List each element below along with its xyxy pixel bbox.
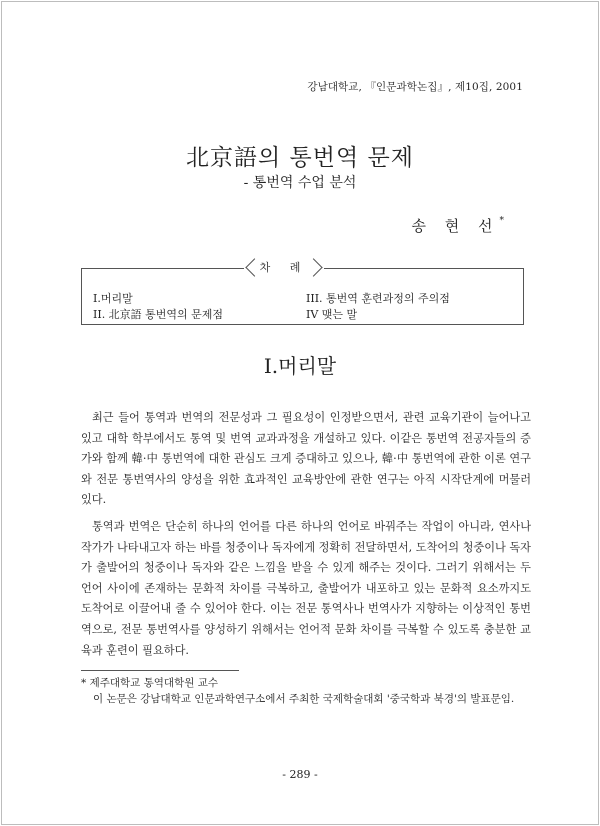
- footnote: 이 논문은 강남대학교 인문과학연구소에서 주최한 국제학술대회 '중국학과 북경'의 발표문임.: [93, 693, 515, 705]
- footnote: * 제주대학교 통역대학원 교수: [81, 677, 218, 689]
- toc-item: III. 통번역 훈련과정의 주의점: [306, 292, 450, 305]
- paragraph-text: 통역과 번역은 단순히 하나의 언어를 다른 하나의 언어로 바꿔주는 작업이 아니라, 연사나 작가가 나타내고자 하는 바를 청중이나 독자에게 정확히 전달하면서, 도착어의 청중이나 독자가 출발어의 청중이나 독자와 같은 느낌을 받을 수 있게 해주는 것이다. 그러기 위해서는 두 언어 사이에 존재하는 문화적 차이를 극복하고, 출발어가 내포하고 있는 문화적 요소까지도 도착어로 이끌어내 줄 수 있어야 한다. 이는 전문 통역사나 번역사가 지향하는 이상적인 통번역으로, 전문 통번역사를 양성하기 위해서는 언어적 문화 차이를 극복할 수 있도록 충분한 교육과 훈련이 필요하다.: [81, 520, 531, 657]
- paragraph-text: 최근 들어 통역과 번역의 전문성과 그 필요성이 인정받으면서, 관련 교육기관이 늘어나고 있고 대학 학부에서도 통역 및 번역 교과과정을 개설하고 있다. 이같은 통번역 전공자들의 증가와 함께 韓·中 통번역에 대한 관심도 크게 증대하고 있으나, 韓·中 통번역에 관한 이론 연구와 전문 통번역사의 양성을 위한 효과적인 교육방안에 관한 연구는 아직 시작단계에 머물러 있다.: [81, 411, 531, 507]
- paper-subtitle: - 통번역 수업 분석: [243, 175, 357, 191]
- paper-title: 北京語의 통번역 문제: [186, 145, 414, 171]
- body-paragraph: [81, 517, 531, 661]
- toc-label-text: 차 례: [259, 261, 309, 274]
- journal-header: 강남대학교, 『인문과학논집』, 제10집, 2001: [307, 81, 523, 93]
- toc-item: I.머리말: [93, 292, 133, 305]
- author-footnote-mark: *: [499, 216, 504, 226]
- section-heading: I.머리말: [263, 354, 337, 378]
- author: [411, 215, 504, 236]
- footnote-divider: [81, 670, 239, 671]
- toc-item: II. 北京語 통번역의 문제점: [93, 308, 224, 321]
- author-name: 송 현 선: [411, 217, 500, 235]
- toc-label: [244, 257, 324, 279]
- toc-item: IV 맺는 말: [306, 308, 358, 321]
- page-number: - 289 -: [282, 768, 318, 781]
- body-paragraph: [81, 408, 531, 511]
